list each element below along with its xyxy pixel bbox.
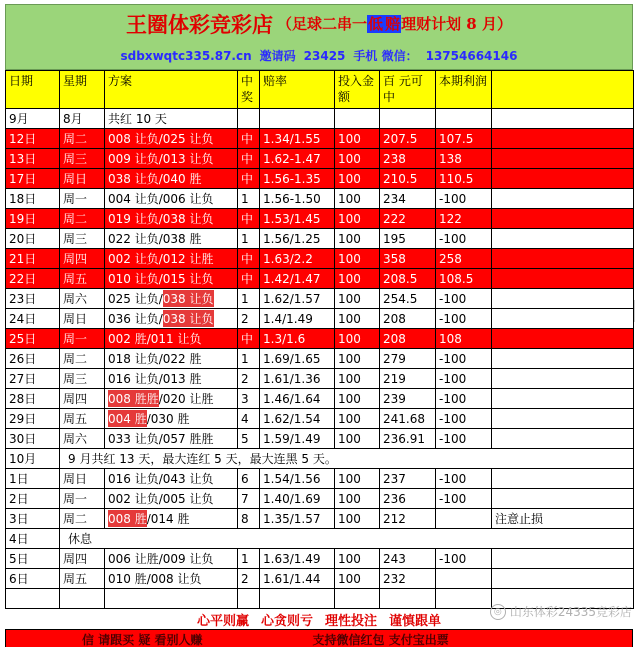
cell-weekday: 周四 — [60, 389, 105, 409]
cell-note — [492, 289, 634, 309]
cell-plan — [105, 569, 238, 589]
cell-plan — [105, 169, 238, 189]
col-date: 日期 — [6, 71, 60, 109]
table-row — [6, 249, 634, 269]
cell-return: 234 — [380, 189, 436, 209]
cell-weekday: 周日 — [60, 169, 105, 189]
table-row — [6, 309, 634, 329]
cell-weekday: 周二 — [60, 509, 105, 529]
cell-weekday: 周日 — [60, 309, 105, 329]
cell-note — [492, 389, 634, 409]
cell-win — [238, 109, 260, 129]
table-row — [6, 569, 634, 589]
cell-date: 18日 — [6, 189, 60, 209]
cell-note — [492, 569, 634, 589]
cell-return — [380, 109, 436, 129]
table-row — [6, 209, 634, 229]
cell-odds — [260, 589, 335, 609]
cell-plan — [105, 549, 238, 569]
cell-weekday: 周三 — [60, 369, 105, 389]
cell-date: 20日 — [6, 229, 60, 249]
cell-note — [492, 349, 634, 369]
cell-odds: 1.46/1.64 — [260, 389, 335, 409]
table-row — [6, 509, 634, 529]
cell-profit: 108 — [436, 329, 492, 349]
cell-note: 注意止损 — [492, 509, 634, 529]
cell-plan — [105, 269, 238, 289]
cell-weekday — [60, 589, 105, 609]
cell-return: 232 — [380, 569, 436, 589]
shop-title: 王圈体彩竞彩店 — [126, 11, 274, 37]
table-row — [6, 109, 634, 129]
pick-text: 033 让负/057 胜胜 — [108, 432, 214, 446]
cell-stake: 100 — [335, 349, 380, 369]
footer-left-text: 信 请跟买 疑 看别人赚 — [82, 632, 203, 647]
cell-stake: 100 — [335, 469, 380, 489]
cell-weekday: 周五 — [60, 569, 105, 589]
cell-win: 3 — [238, 389, 260, 409]
cell-plan — [105, 129, 238, 149]
cell-date: 22日 — [6, 269, 60, 289]
cell-win: 8 — [238, 509, 260, 529]
cell-odds: 1.63/1.49 — [260, 549, 335, 569]
cell-odds: 1.42/1.47 — [260, 269, 335, 289]
cell-date: 24日 — [6, 309, 60, 329]
cell-profit: -100 — [436, 229, 492, 249]
cell-date: 27日 — [6, 369, 60, 389]
cell-stake: 100 — [335, 389, 380, 409]
cell-stake: 100 — [335, 129, 380, 149]
cell-note — [492, 129, 634, 149]
cell-date: 6日 — [6, 569, 60, 589]
cell-return: 195 — [380, 229, 436, 249]
cell-weekday: 8月 — [60, 109, 105, 129]
pick-text: 019 让负/038 让负 — [108, 212, 214, 226]
cell-note — [492, 269, 634, 289]
cell-odds: 1.63/2.2 — [260, 249, 335, 269]
pick-text: 002 让负/012 让胜 — [108, 252, 214, 266]
cell-profit: -100 — [436, 369, 492, 389]
cell-return: 238 — [380, 149, 436, 169]
cell-weekday: 周五 — [60, 269, 105, 289]
cell-return: 219 — [380, 369, 436, 389]
cell-profit: -100 — [436, 309, 492, 329]
subtitle-highlight: 低 — [368, 15, 384, 33]
sheet-header — [5, 4, 633, 42]
table-row — [6, 389, 634, 409]
cell-stake: 100 — [335, 329, 380, 349]
cell-win: 7 — [238, 489, 260, 509]
highlighted-pick: 008 胜 — [108, 512, 147, 526]
cell-date: 26日 — [6, 349, 60, 369]
cell-stake: 100 — [335, 269, 380, 289]
cell-plan — [105, 209, 238, 229]
cell-plan — [105, 509, 238, 529]
col-odds: 赔率 — [260, 71, 335, 109]
plan-subtitle — [277, 13, 512, 34]
cell-date: 5日 — [6, 549, 60, 569]
cell-win: 2 — [238, 569, 260, 589]
cell-profit: 122 — [436, 209, 492, 229]
highlighted-pick: 004 胜 — [108, 412, 147, 426]
table-row — [6, 169, 634, 189]
table-row — [6, 429, 634, 449]
cell-return: 236 — [380, 489, 436, 509]
col-weekday: 星期 — [60, 71, 105, 109]
cell-plan — [105, 469, 238, 489]
cell-odds: 1.69/1.65 — [260, 349, 335, 369]
cell-stake — [335, 589, 380, 609]
cell-note — [492, 409, 634, 429]
pick-text: 010 让负/015 让负 — [108, 272, 214, 286]
wechat-watermark — [490, 603, 632, 620]
table-row — [6, 329, 634, 349]
cell-win: 中 — [238, 129, 260, 149]
cell-odds: 1.34/1.55 — [260, 129, 335, 149]
cell-win: 中 — [238, 269, 260, 289]
cell-win: 中 — [238, 329, 260, 349]
subtitle-post: 理财计划 8 月） — [401, 15, 512, 33]
cell-span-text: 9 月共红 13 天，最大连红 5 天，最大连黑 5 天。 — [60, 449, 634, 469]
cell-win: 5 — [238, 429, 260, 449]
invite-label: 邀请码 — [259, 49, 296, 63]
table-row — [6, 549, 634, 569]
cell-profit: -100 — [436, 189, 492, 209]
cell-weekday: 周六 — [60, 289, 105, 309]
cell-date: 12日 — [6, 129, 60, 149]
pick-text: 009 让负/013 让负 — [108, 152, 214, 166]
cell-plan — [105, 589, 238, 609]
col-profit: 本期利润 — [436, 71, 492, 109]
cell-plan — [105, 149, 238, 169]
cell-stake: 100 — [335, 169, 380, 189]
cell-return: 208 — [380, 309, 436, 329]
cell-weekday: 周六 — [60, 429, 105, 449]
cell-stake: 100 — [335, 509, 380, 529]
table-row — [6, 489, 634, 509]
table-row — [6, 189, 634, 209]
cell-profit: -100 — [436, 289, 492, 309]
cell-win: 中 — [238, 209, 260, 229]
pick-text: 006 让胜/009 让负 — [108, 552, 214, 566]
cell-date: 21日 — [6, 249, 60, 269]
cell-stake: 100 — [335, 409, 380, 429]
wechat-icon: ◎ — [490, 604, 506, 620]
footer-banner — [5, 629, 633, 647]
subtitle-highlight-2: 赔 — [385, 15, 401, 33]
cell-note — [492, 489, 634, 509]
cell-plan — [105, 389, 238, 409]
cell-plan — [105, 249, 238, 269]
cell-odds — [260, 109, 335, 129]
cell-return: 279 — [380, 349, 436, 369]
cell-stake — [335, 109, 380, 129]
highlighted-pick: 038 让负 — [162, 312, 214, 326]
pick-text: 036 让负/ — [108, 312, 163, 326]
cell-odds: 1.4/1.49 — [260, 309, 335, 329]
contact-label: 手机 微信： — [353, 49, 418, 63]
phone-number: 13754664146 — [425, 48, 518, 63]
cell-win: 1 — [238, 189, 260, 209]
cell-weekday: 周四 — [60, 249, 105, 269]
cell-profit: -100 — [436, 389, 492, 409]
cell-date: 25日 — [6, 329, 60, 349]
cell-win: 中 — [238, 149, 260, 169]
cell-profit: -100 — [436, 429, 492, 449]
pick-text: 002 让负/005 让负 — [108, 492, 214, 506]
cell-note — [492, 169, 634, 189]
cell-return: 222 — [380, 209, 436, 229]
highlighted-pick: 038 让负 — [162, 292, 214, 306]
pick-text: 022 让负/038 胜 — [108, 232, 202, 246]
cell-return: 239 — [380, 389, 436, 409]
cell-profit: -100 — [436, 469, 492, 489]
table-row — [6, 269, 634, 289]
cell-win: 1 — [238, 349, 260, 369]
col-plan: 方案 — [105, 71, 238, 109]
cell-stake: 100 — [335, 489, 380, 509]
cell-plan — [105, 409, 238, 429]
cell-date: 1日 — [6, 469, 60, 489]
col-note — [492, 71, 634, 109]
scroll-edge — [634, 300, 640, 322]
cell-stake: 100 — [335, 209, 380, 229]
pick-text: 004 让负/006 让负 — [108, 192, 214, 206]
cell-stake: 100 — [335, 249, 380, 269]
pick-text: 共红 10 天 — [108, 112, 167, 126]
cell-plan — [105, 189, 238, 209]
highlighted-pick: 008 胜胜 — [108, 392, 159, 406]
cell-stake: 100 — [335, 149, 380, 169]
site-url[interactable]: sdbxwqtc335.87.cn — [120, 48, 252, 63]
pick-text: 025 让负/ — [108, 292, 163, 306]
cell-date: 9月 — [6, 109, 60, 129]
cell-odds: 1.40/1.69 — [260, 489, 335, 509]
cell-date: 19日 — [6, 209, 60, 229]
cell-note — [492, 249, 634, 269]
motto-2: 心贪则亏 — [260, 613, 313, 629]
cell-plan — [105, 329, 238, 349]
cell-note — [492, 549, 634, 569]
cell-date: 30日 — [6, 429, 60, 449]
cell-profit: 110.5 — [436, 169, 492, 189]
table-row — [6, 469, 634, 489]
cell-date: 3日 — [6, 509, 60, 529]
cell-return — [380, 589, 436, 609]
cell-profit — [436, 109, 492, 129]
cell-stake: 100 — [335, 189, 380, 209]
cell-profit — [436, 509, 492, 529]
table-row — [6, 349, 634, 369]
cell-weekday: 周二 — [60, 209, 105, 229]
cell-note — [492, 149, 634, 169]
table-row — [6, 409, 634, 429]
cell-return: 208 — [380, 329, 436, 349]
cell-weekday: 周二 — [60, 349, 105, 369]
cell-win: 1 — [238, 289, 260, 309]
cell-odds: 1.54/1.56 — [260, 469, 335, 489]
cell-date: 23日 — [6, 289, 60, 309]
cell-return: 243 — [380, 549, 436, 569]
pick-text: /020 让胜 — [158, 392, 214, 406]
cell-win: 2 — [238, 309, 260, 329]
cell-stake: 100 — [335, 369, 380, 389]
pick-text: 016 让负/043 让负 — [108, 472, 214, 486]
cell-note — [492, 469, 634, 489]
cell-profit — [436, 589, 492, 609]
cell-profit: 258 — [436, 249, 492, 269]
cell-span-text: 休息 — [60, 529, 634, 549]
cell-weekday: 周三 — [60, 229, 105, 249]
cell-win — [238, 589, 260, 609]
pick-text: /030 胜 — [146, 412, 190, 426]
cell-weekday: 周一 — [60, 489, 105, 509]
table-row — [6, 229, 634, 249]
pick-text: 038 让负/040 胜 — [108, 172, 202, 186]
cell-stake: 100 — [335, 289, 380, 309]
cell-note — [492, 209, 634, 229]
table-row — [6, 149, 634, 169]
cell-profit: -100 — [436, 489, 492, 509]
cell-date: 17日 — [6, 169, 60, 189]
cell-date — [6, 589, 60, 609]
cell-note — [492, 329, 634, 349]
cell-date: 4日 — [6, 529, 60, 549]
cell-odds: 1.62/1.54 — [260, 409, 335, 429]
cell-return: 241.68 — [380, 409, 436, 429]
cell-plan — [105, 109, 238, 129]
cell-weekday: 周五 — [60, 409, 105, 429]
lottery-plan-sheet — [5, 4, 633, 647]
motto-4: 谨慎跟单 — [389, 613, 442, 629]
cell-weekday: 周三 — [60, 149, 105, 169]
cell-odds: 1.3/1.6 — [260, 329, 335, 349]
motto-3: 理性投注 — [325, 613, 378, 629]
cell-note — [492, 369, 634, 389]
cell-plan — [105, 289, 238, 309]
cell-odds: 1.61/1.44 — [260, 569, 335, 589]
cell-plan — [105, 229, 238, 249]
pick-text: 002 胜/011 让负 — [108, 332, 202, 346]
cell-return: 254.5 — [380, 289, 436, 309]
column-header-row — [6, 71, 634, 109]
col-stake: 投入金额 — [335, 71, 380, 109]
cell-odds: 1.59/1.49 — [260, 429, 335, 449]
cell-profit: -100 — [436, 349, 492, 369]
cell-odds: 1.62-1.47 — [260, 149, 335, 169]
cell-win: 1 — [238, 229, 260, 249]
cell-stake: 100 — [335, 429, 380, 449]
cell-weekday: 周一 — [60, 189, 105, 209]
cell-profit: 108.5 — [436, 269, 492, 289]
cell-return: 210.5 — [380, 169, 436, 189]
cell-stake: 100 — [335, 229, 380, 249]
cell-plan — [105, 489, 238, 509]
col-win: 中奖 — [238, 71, 260, 109]
invite-code: 23425 — [303, 48, 346, 63]
cell-odds: 1.56-1.35 — [260, 169, 335, 189]
table-row — [6, 529, 634, 549]
cell-note — [492, 309, 634, 329]
watermark-text: 山东体彩24335竞彩店 — [509, 605, 632, 619]
table-row — [6, 369, 634, 389]
cell-stake: 100 — [335, 569, 380, 589]
table-row — [6, 129, 634, 149]
cell-odds: 1.62/1.57 — [260, 289, 335, 309]
pick-text: 016 让负/013 胜 — [108, 372, 202, 386]
cell-plan — [105, 309, 238, 329]
cell-stake: 100 — [335, 309, 380, 329]
cell-note — [492, 189, 634, 209]
table-row — [6, 289, 634, 309]
cell-return: 212 — [380, 509, 436, 529]
cell-weekday: 周日 — [60, 469, 105, 489]
cell-win: 6 — [238, 469, 260, 489]
cell-profit: -100 — [436, 549, 492, 569]
pick-text: 008 让负/025 让负 — [108, 132, 214, 146]
cell-note — [492, 429, 634, 449]
footer-right-text: 支持微信红包 支付宝出票 — [312, 632, 449, 647]
pick-text: 010 胜/008 让负 — [108, 572, 202, 586]
cell-note — [492, 109, 634, 129]
cell-date: 28日 — [6, 389, 60, 409]
cell-odds: 1.35/1.57 — [260, 509, 335, 529]
cell-plan — [105, 429, 238, 449]
cell-return: 208.5 — [380, 269, 436, 289]
cell-profit — [436, 569, 492, 589]
motto-1: 心平则赢 — [196, 613, 249, 629]
cell-weekday: 周四 — [60, 549, 105, 569]
cell-win: 4 — [238, 409, 260, 429]
cell-weekday: 周一 — [60, 329, 105, 349]
cell-weekday: 周二 — [60, 129, 105, 149]
col-return: 百 元可中 — [380, 71, 436, 109]
cell-win: 中 — [238, 249, 260, 269]
cell-profit: 138 — [436, 149, 492, 169]
cell-date: 10月 — [6, 449, 60, 469]
plan-rows — [6, 109, 634, 609]
cell-plan — [105, 369, 238, 389]
cell-date: 2日 — [6, 489, 60, 509]
cell-date: 29日 — [6, 409, 60, 429]
contact-bar — [5, 42, 633, 70]
cell-return: 358 — [380, 249, 436, 269]
cell-win: 中 — [238, 169, 260, 189]
cell-win: 1 — [238, 549, 260, 569]
table-row — [6, 449, 634, 469]
cell-odds: 1.56-1.50 — [260, 189, 335, 209]
cell-return: 236.91 — [380, 429, 436, 449]
cell-return: 207.5 — [380, 129, 436, 149]
cell-return: 237 — [380, 469, 436, 489]
cell-profit: -100 — [436, 409, 492, 429]
cell-odds: 1.53/1.45 — [260, 209, 335, 229]
cell-stake: 100 — [335, 549, 380, 569]
subtitle-pre: （足球二串一 — [277, 15, 368, 33]
cell-plan — [105, 349, 238, 369]
cell-profit: 107.5 — [436, 129, 492, 149]
cell-odds: 1.56/1.25 — [260, 229, 335, 249]
cell-date: 13日 — [6, 149, 60, 169]
plan-table — [5, 70, 634, 609]
cell-win: 2 — [238, 369, 260, 389]
cell-odds: 1.61/1.36 — [260, 369, 335, 389]
pick-text: 018 让负/022 胜 — [108, 352, 202, 366]
cell-note — [492, 229, 634, 249]
pick-text: /014 胜 — [146, 512, 190, 526]
